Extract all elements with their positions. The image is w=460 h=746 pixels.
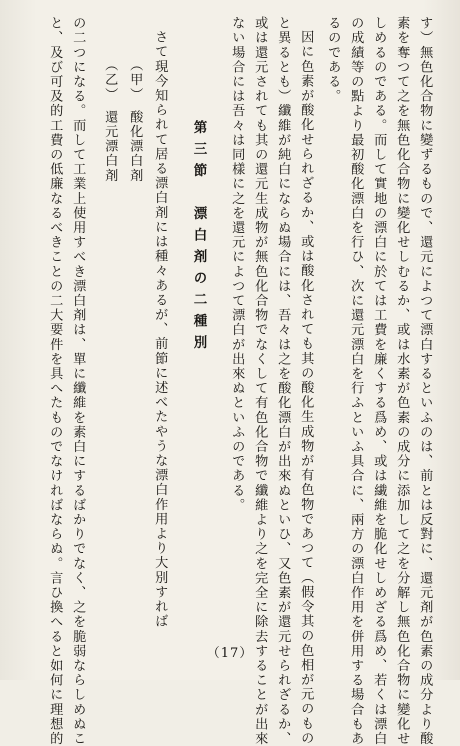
text-column: の二つになる。而して工業上使用すべき漂白剤は、單に纖維を素白にするばかりでなく、之を脆弱ならしめぬこ bbox=[70, 16, 86, 746]
text-column: と異るとも）纖維が純白にならぬ場合には、吾々は之を酸化漂白が出來ぬといひ、又色素が還元せられざるか、 bbox=[275, 16, 291, 746]
text-column: さて現今知られて居る漂白剤には種々あるが、前節に述べたやうな漂白作用より大別すれば bbox=[152, 30, 168, 629]
text-column: るのである。 bbox=[325, 16, 341, 104]
text-column: 因に色素が酸化せられざるか、或は酸化されても其の酸化生成物が有色物であつて（假令其の色相が元のもの bbox=[298, 30, 314, 746]
page-number: （17） bbox=[206, 646, 254, 661]
text-column: （乙） 還元漂白剤 bbox=[102, 58, 118, 183]
text-column: の成績等の點より最初酸化漂白を行ひ、次に還元漂白を行ふといふ具合に、兩方の漂白作用を併用する場合もあ bbox=[348, 16, 364, 746]
text-column: と、及び可及的工費の低廉なるべきことの二大要件を具へたものでなければならぬ。言ひ換へると如何に理想的 bbox=[47, 16, 63, 746]
section-heading: 第三節 漂白剤の二種別 bbox=[190, 120, 207, 357]
text-column: （甲） 酸化漂白剤 bbox=[127, 58, 143, 183]
text-column: 素を奪つて之を無色化合物に變化せしむるか、或は水素が色素の成分に添加して之を分解し無色化合物に變化せ bbox=[394, 16, 410, 746]
text-column: ない場合には吾々は同樣に之を還元によつて漂白が出來ぬといふのである。 bbox=[229, 16, 245, 513]
text-column: しめるのである。而して實地の漂白に於ては工費を廉くする爲め、或は繊維を脆化せしめざる爲め、若くは漂白 bbox=[371, 16, 387, 746]
text-column: す）無色化合物に變ずるもので、還元によつて漂白するといふのは、前とは反對に、還元剤が色素の成分より酸 bbox=[417, 16, 433, 746]
text-column: 或は還元されても其の還元生成物が無色化合物でなくして有色化合物で纖維より之を完全に除去することが出來 bbox=[252, 16, 268, 746]
